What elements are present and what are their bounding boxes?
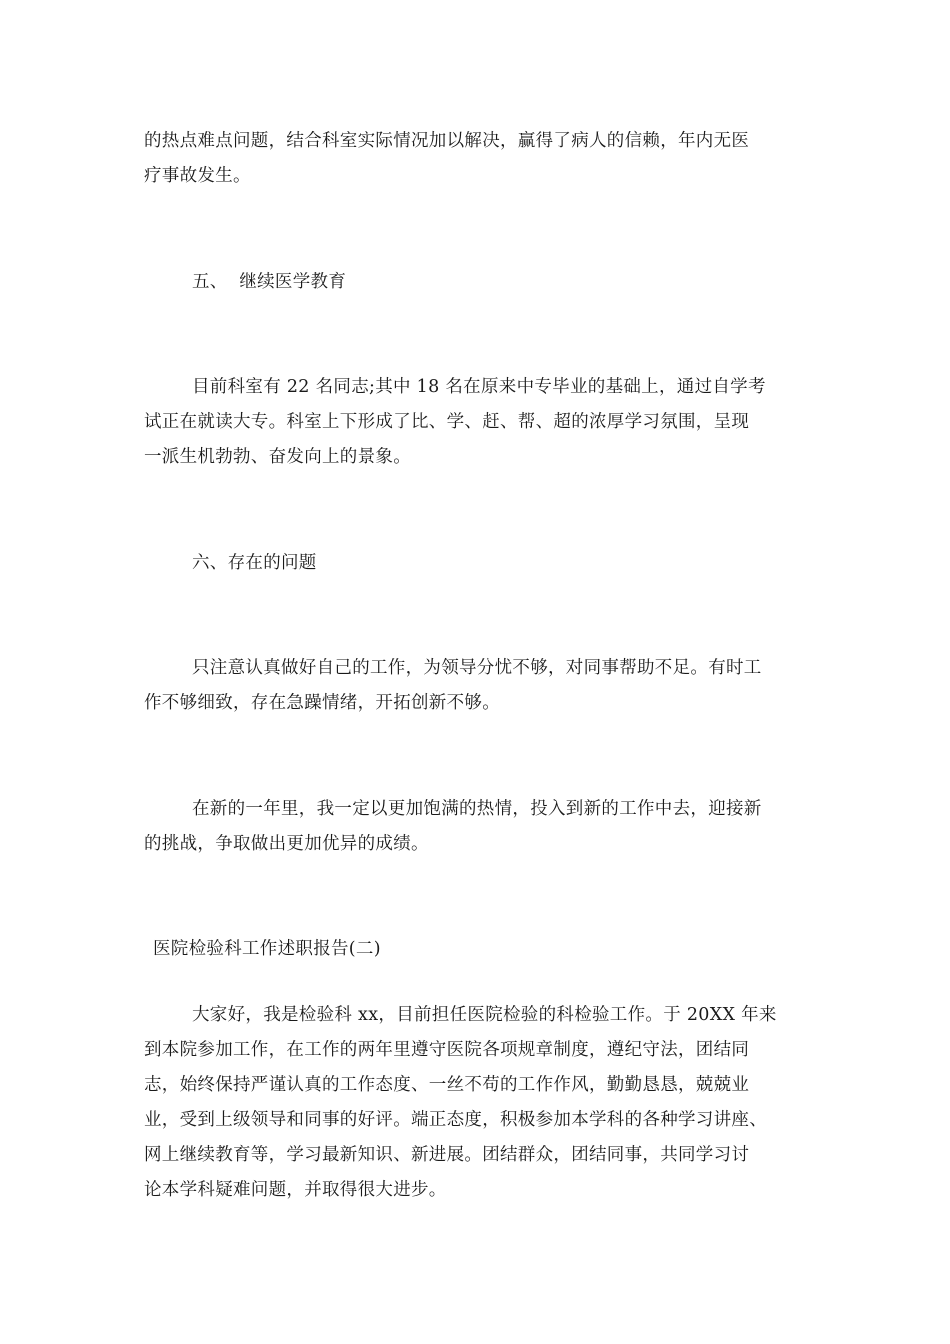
paragraph-line: 的挑战，争取做出更加优异的成绩。 — [144, 834, 429, 854]
paragraph-line: 大家好，我是检验科 xx，目前担任医院检验的科检验工作。于 20XX 年来 — [192, 1005, 777, 1025]
paragraph-line: 网上继续教育等，学习最新知识、新进展。团结群众，团结同事，共同学习讨 — [144, 1145, 750, 1165]
paragraph-line: 目前科室有 22 名同志;其中 18 名在原来中专毕业的基础上，通过自学考 — [192, 377, 766, 397]
paragraph-line: 一派生机勃勃、奋发向上的景象。 — [144, 447, 411, 467]
paragraph-line: 的热点难点问题，结合科室实际情况加以解决，赢得了病人的信赖，年内无医 — [144, 131, 750, 151]
paragraph-line: 论本学科疑难问题，并取得很大进步。 — [144, 1180, 447, 1200]
paragraph-line: 疗事故发生。 — [144, 166, 251, 186]
document-section-title: 医院检验科工作述职报告(二) — [153, 939, 381, 959]
paragraph-line: 作不够细致，存在急躁情绪，开拓创新不够。 — [144, 693, 500, 713]
paragraph-line: 在新的一年里，我一定以更加饱满的热情，投入到新的工作中去，迎接新 — [192, 799, 762, 819]
paragraph-line: 到本院参加工作，在工作的两年里遵守医院各项规章制度，遵纪守法，团结同 — [144, 1040, 750, 1060]
section-heading: 五、 继续医学教育 — [192, 272, 347, 292]
section-heading: 六、存在的问题 — [192, 553, 317, 573]
paragraph-line: 志，始终保持严谨认真的工作态度、一丝不苟的工作作风，勤勤恳恳，兢兢业 — [144, 1075, 750, 1095]
paragraph-line: 试正在就读大专。科室上下形成了比、学、赶、帮、超的浓厚学习氛围，呈现 — [144, 412, 750, 432]
paragraph-line: 业，受到上级领导和同事的好评。端正态度，积极参加本学科的各种学习讲座、 — [144, 1110, 767, 1130]
paragraph-line: 只注意认真做好自己的工作，为领导分忧不够，对同事帮助不足。有时工 — [192, 658, 762, 678]
